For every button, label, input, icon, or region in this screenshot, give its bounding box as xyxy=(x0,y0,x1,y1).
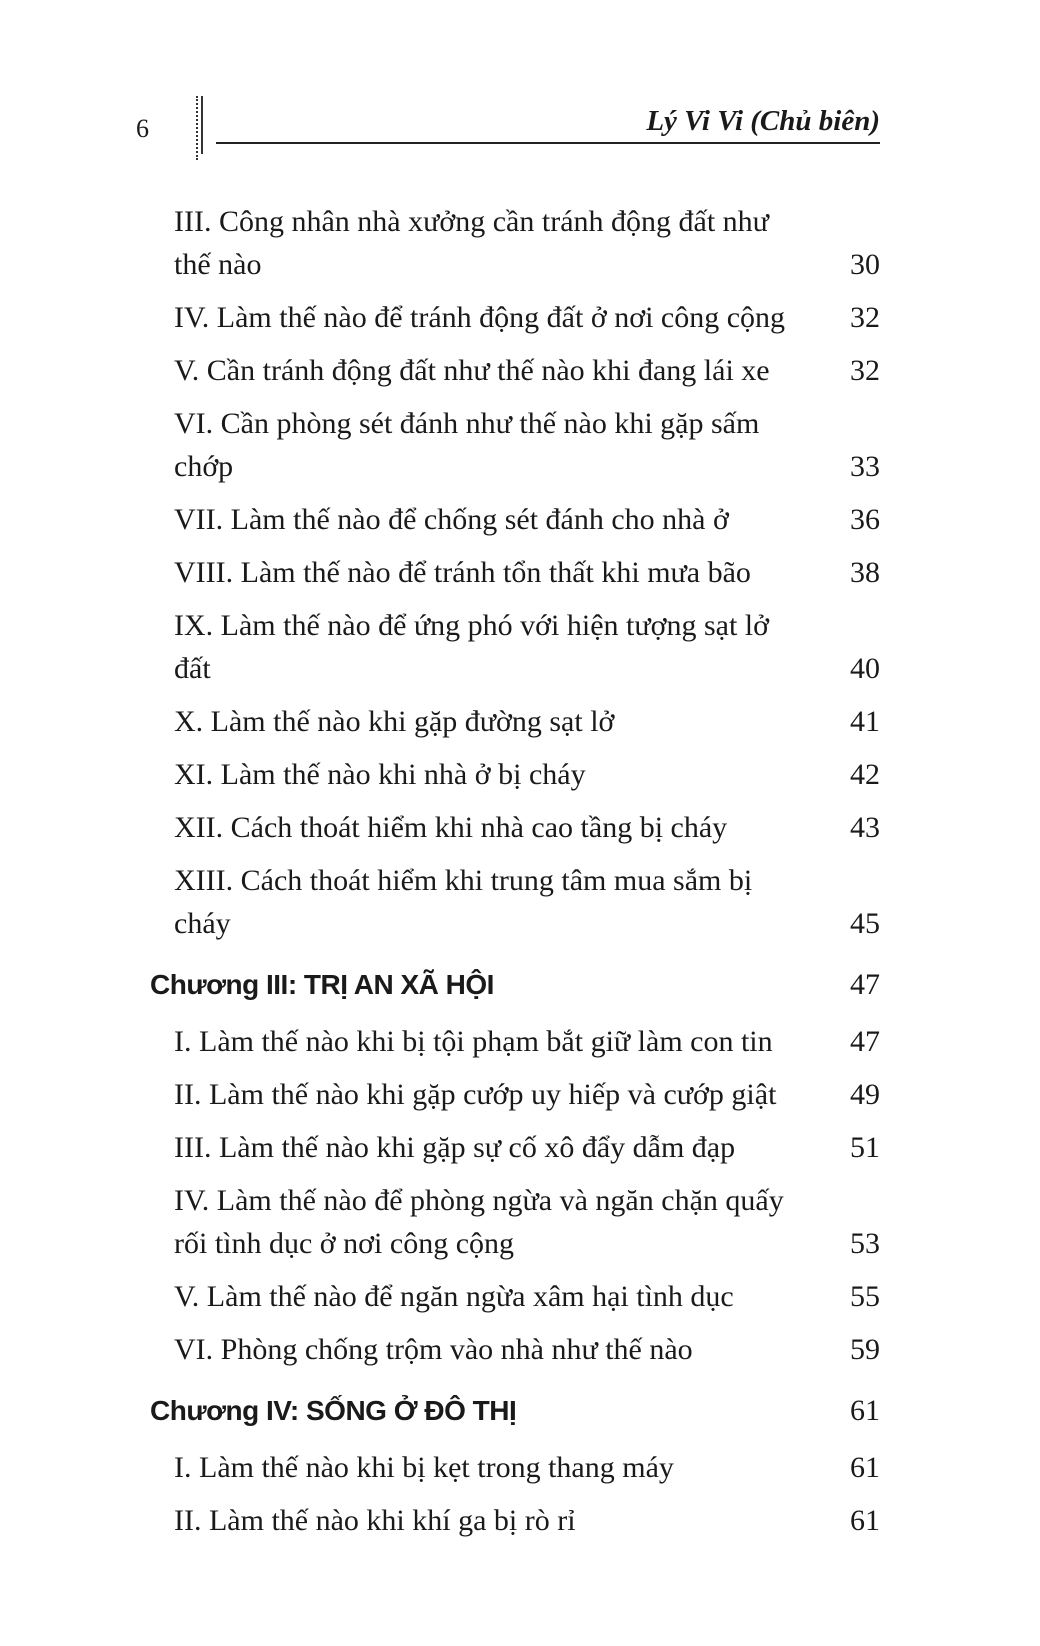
toc-entry-page: 30 xyxy=(850,248,880,281)
toc-entry-title: IV. Làm thế nào để tránh động đất ở nơi công cộng xyxy=(174,301,786,334)
toc-entry-page: 53 xyxy=(850,1227,880,1260)
header-author: Lý Vi Vi (Chủ biên) xyxy=(646,105,880,137)
toc-entry xyxy=(150,1499,880,1542)
toc-entry-title: VIII. Làm thế nào để tránh tổn thất khi mưa bão xyxy=(174,556,751,589)
toc-entry xyxy=(150,1275,880,1318)
header-rule xyxy=(216,142,880,144)
toc-entry-page: 32 xyxy=(850,354,880,387)
toc-entry xyxy=(150,1328,880,1371)
toc-entry-page: 59 xyxy=(850,1333,880,1366)
page-number: 6 xyxy=(136,114,149,143)
toc-entry-title: I. Làm thế nào khi bị kẹt trong thang máy xyxy=(174,1451,674,1484)
toc-entry-page: 42 xyxy=(850,758,880,791)
toc-entry-title: XII. Cách thoát hiểm khi nhà cao tầng bị cháy xyxy=(174,811,728,844)
toc-entry xyxy=(150,859,880,945)
toc-entry xyxy=(150,1126,880,1169)
toc-entry xyxy=(150,604,880,690)
toc-entry-title: Chương IV: SỐNG Ở ĐÔ THỊ xyxy=(150,1395,517,1426)
toc-entry-page: 61 xyxy=(850,1451,880,1484)
toc-entry xyxy=(150,806,880,849)
toc-entry xyxy=(150,700,880,743)
toc-entry-title: II. Làm thế nào khi gặp cướp uy hiếp và cướp giật xyxy=(174,1078,777,1111)
toc-entry-page: 36 xyxy=(850,503,880,536)
toc-entry xyxy=(150,551,880,594)
toc-entry-page: 45 xyxy=(850,907,880,940)
toc-entry-page: 51 xyxy=(850,1131,880,1164)
toc-entry xyxy=(150,753,880,796)
toc-chapter xyxy=(150,1389,880,1432)
toc-entry-page: 43 xyxy=(850,811,880,844)
toc-entry-title: V. Làm thế nào để ngăn ngừa xâm hại tình dục xyxy=(174,1280,734,1313)
toc-entry-title: IV. Làm thế nào để phòng ngừa và ngăn chặn quấy rối tình dục ở nơi công cộng xyxy=(174,1184,784,1260)
toc-entry-page: 41 xyxy=(850,705,880,738)
toc-entry-title: II. Làm thế nào khi khí ga bị rò rỉ xyxy=(174,1504,576,1537)
toc-entry-page: 61 xyxy=(850,1394,880,1427)
toc-entry xyxy=(150,1446,880,1489)
header-divider-dotted xyxy=(196,96,198,160)
toc-entry-page: 38 xyxy=(850,556,880,589)
header-divider xyxy=(201,96,203,154)
toc-entry-page: 32 xyxy=(850,301,880,334)
toc-entry xyxy=(150,1179,880,1265)
toc-entry-title: III. Công nhân nhà xưởng cần tránh động đất như thế nào xyxy=(174,205,769,281)
toc-entry-title: I. Làm thế nào khi bị tội phạm bắt giữ làm con tin xyxy=(174,1025,773,1058)
toc-entry-title: VI. Phòng chống trộm vào nhà như thế nào xyxy=(174,1333,693,1366)
toc-entry-title: IX. Làm thế nào để ứng phó với hiện tượng sạt lở đất xyxy=(174,609,770,685)
toc-entry-page: 33 xyxy=(850,450,880,483)
toc-entry-title: III. Làm thế nào khi gặp sự cố xô đẩy dẫm đạp xyxy=(174,1131,736,1164)
toc-entry xyxy=(150,402,880,488)
toc-entry-title: XIII. Cách thoát hiểm khi trung tâm mua sắm bị cháy xyxy=(174,864,753,940)
toc-entry-page: 55 xyxy=(850,1280,880,1313)
toc-entry xyxy=(150,296,880,339)
toc-entry-title: V. Cần tránh động đất như thế nào khi đang lái xe xyxy=(174,354,770,387)
toc-entry-title: VI. Cần phòng sét đánh như thế nào khi gặp sấm chớp xyxy=(174,407,760,483)
toc-entry-title: Chương III: TRỊ AN XÃ HỘI xyxy=(150,969,494,1000)
toc-entry-page: 49 xyxy=(850,1078,880,1111)
toc-entry xyxy=(150,1073,880,1116)
toc-entry-page: 47 xyxy=(850,968,880,1001)
toc-entry-page: 40 xyxy=(850,652,880,685)
toc-entry-page: 47 xyxy=(850,1025,880,1058)
toc-entry-page: 61 xyxy=(850,1504,880,1537)
toc-entry-title: XI. Làm thế nào khi nhà ở bị cháy xyxy=(174,758,586,791)
toc-entry xyxy=(150,200,880,286)
toc-entry xyxy=(150,498,880,541)
toc-entry xyxy=(150,349,880,392)
toc-entry-title: VII. Làm thế nào để chống sét đánh cho nhà ở xyxy=(174,503,729,536)
toc-entry xyxy=(150,1020,880,1063)
table-of-contents xyxy=(150,200,880,1552)
toc-entry-title: X. Làm thế nào khi gặp đường sạt lở xyxy=(174,705,615,738)
toc-chapter xyxy=(150,963,880,1006)
